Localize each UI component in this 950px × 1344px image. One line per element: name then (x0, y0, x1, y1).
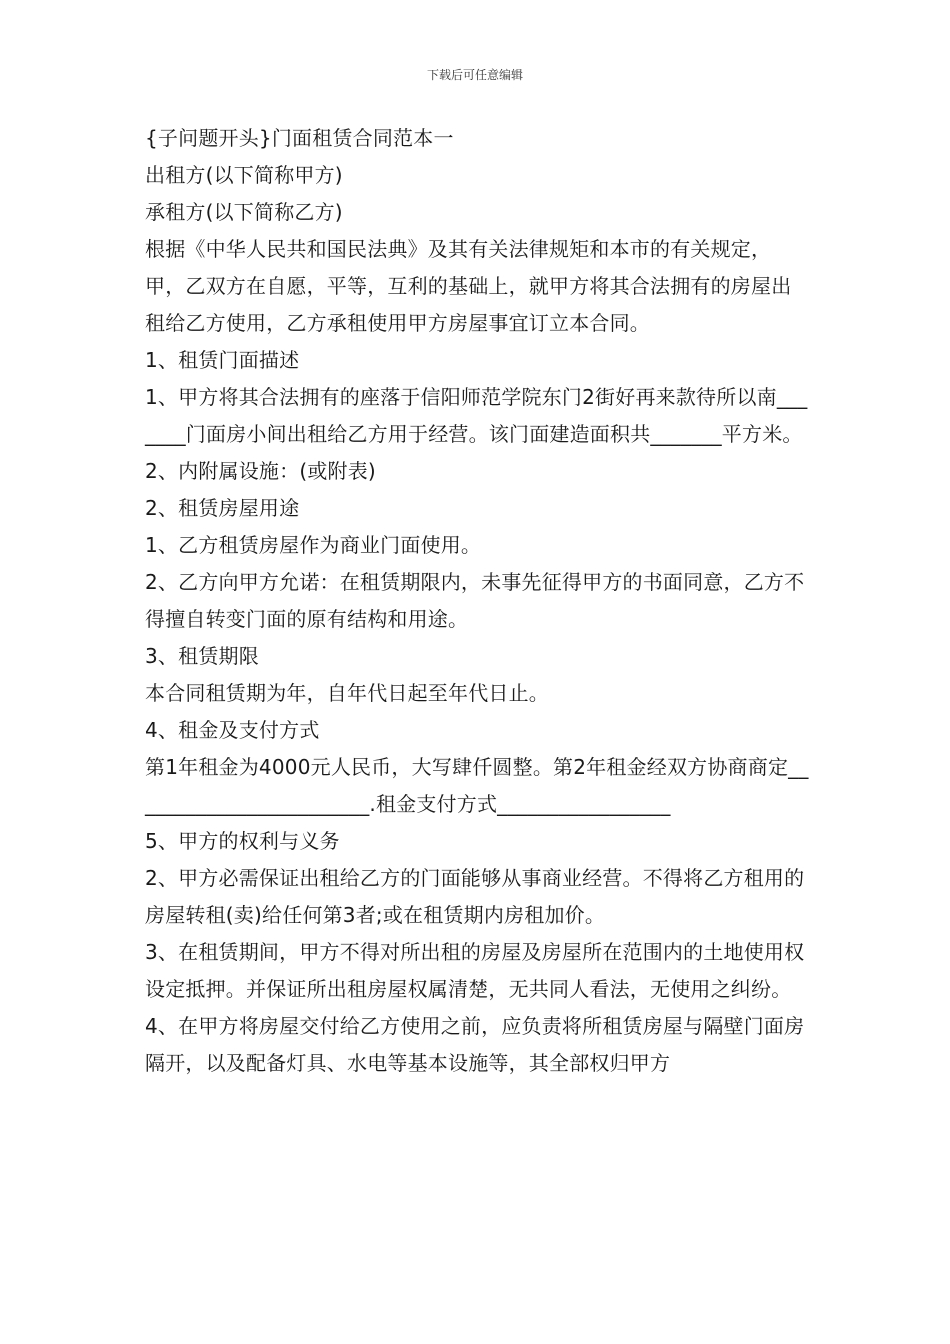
section-heading-1: 1、租赁门面描述 (145, 348, 300, 372)
document-body (145, 120, 810, 1082)
clause-paragraph: 4、在甲方将房屋交付给乙方使用之前，应负责将所租赁房屋与隔壁门面房隔开，以及配备灯具、水电等基本设施等，其全部权归甲方 (145, 1014, 805, 1075)
clause-paragraph: 3、在租赁期间，甲方不得对所出租的房屋及房屋所在范围内的土地使用权设定抵押。并保证所出租房屋权属清楚，无共同人看法，无使用之纠纷。 (145, 940, 805, 1001)
clause-paragraph: 2、甲方必需保证出租给乙方的门面能够从事商业经营。不得将乙方租用的房屋转租(卖)给任何第3者;或在租赁期内房租加价。 (145, 866, 805, 927)
preamble-paragraph: 根据《中华人民共和国民法典》及其有关法律规矩和本市的有关规定，甲，乙双方在自愿，平等，互利的基础上，就甲方将其合法拥有的房屋出租给乙方使用，乙方承租使用甲方房屋事宜订立本合同。 (145, 237, 792, 335)
header-note: 下载后可任意编辑 (426, 68, 523, 82)
clause-paragraph: 2、内附属设施：(或附表) (145, 459, 376, 483)
section-heading-4: 4、租金及支付方式 (145, 718, 320, 742)
clause-paragraph: 本合同租赁期为年，自年代日起至年代日止。 (145, 681, 549, 705)
lessor-line: 出租方(以下简称甲方) (145, 163, 343, 187)
clause-paragraph: 2、乙方向甲方允诺：在租赁期限内，未事先征得甲方的书面同意，乙方不得擅自转变门面的原有结构和用途。 (145, 570, 805, 631)
doc-title: {子问题开头}门面租赁合同范本一 (145, 126, 454, 150)
clause-paragraph: 1、甲方将其合法拥有的座落于信阳师范学院东门2街好再来款待所以南_______门面房小间出租给乙方用于经营。该门面建造面积共_______平方米。 (145, 385, 808, 446)
section-heading-2: 2、租赁房屋用途 (145, 496, 300, 520)
clause-paragraph: 1、乙方租赁房屋作为商业门面使用。 (145, 533, 482, 557)
clause-paragraph: 第1年租金为4000元人民币，大写肆仟圆整。第2年租金经双方协商商定________________________.租金支付方式_________________ (145, 755, 809, 816)
section-heading-3: 3、租赁期限 (145, 644, 259, 668)
lessee-line: 承租方(以下简称乙方) (145, 200, 343, 224)
section-heading-5: 5、甲方的权利与义务 (145, 829, 340, 853)
